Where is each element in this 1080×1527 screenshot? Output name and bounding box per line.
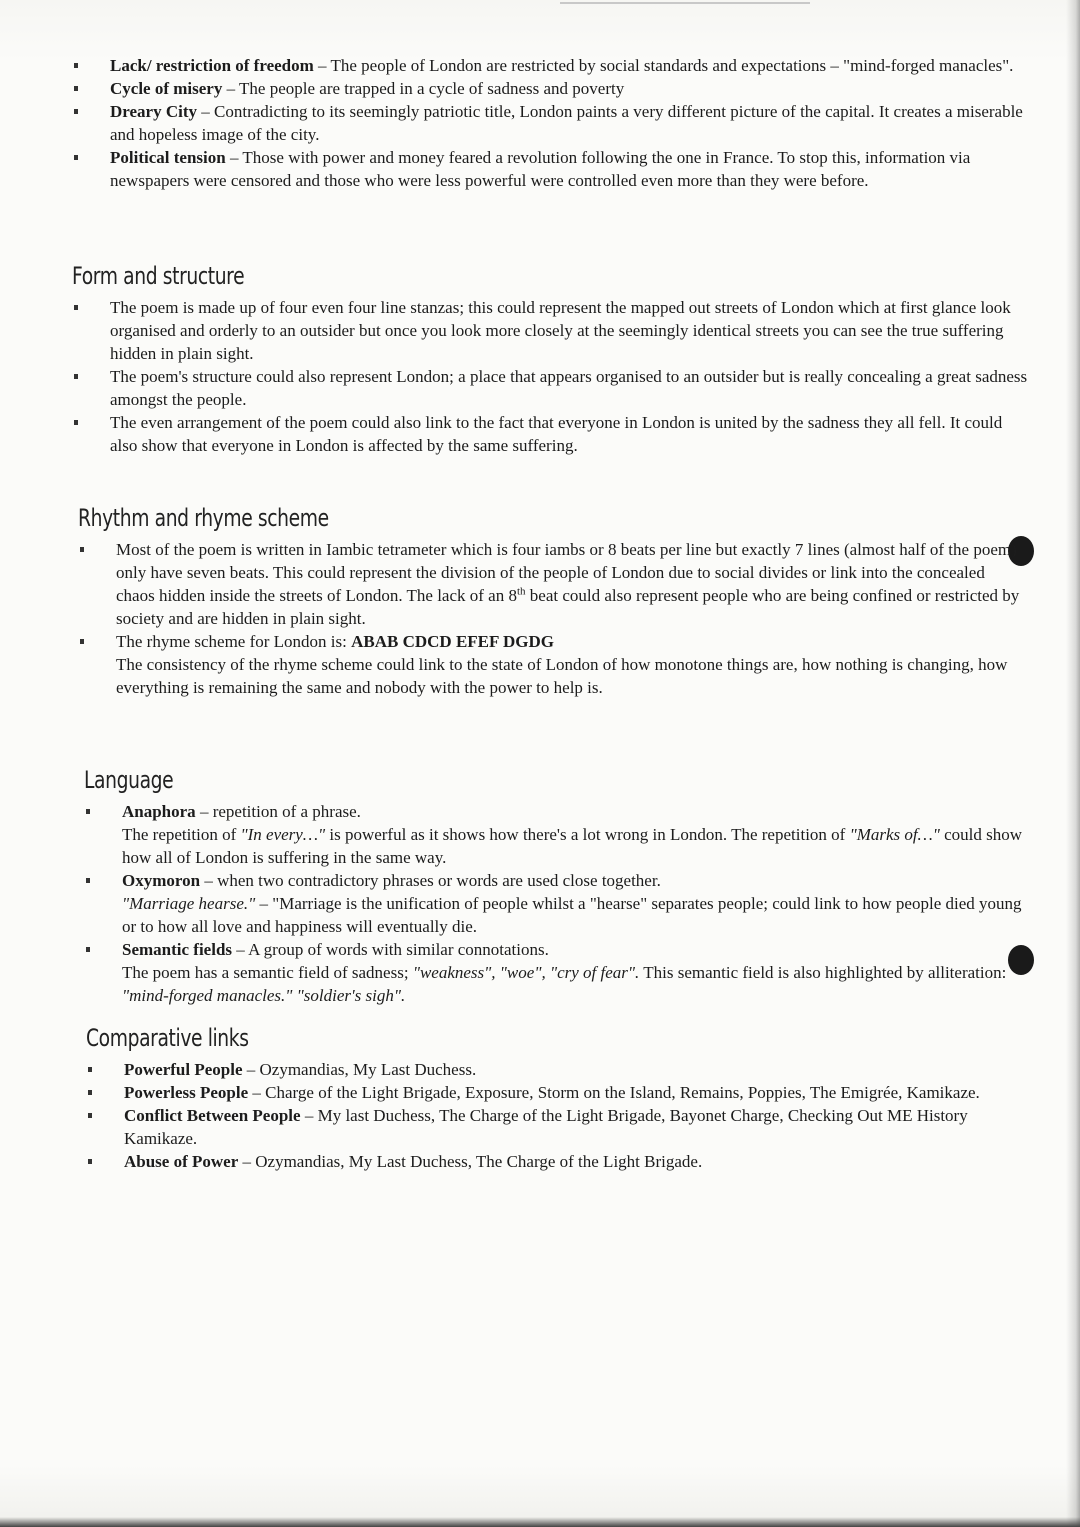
quote: "Marriage hearse."	[122, 894, 256, 913]
term: Abuse of Power	[124, 1152, 239, 1171]
language-item	[84, 869, 1024, 938]
text: could show how all of London is suffering in the same way.	[122, 825, 1023, 867]
text: This semantic field is also highlighted by alliteration:	[639, 963, 1007, 982]
text: – Charge of the Light Brigade, Exposure, Storm on the Island, Remains, Poppies, The Emigrée, Kamikaze.	[248, 1083, 980, 1102]
quote: "In every…"	[240, 825, 326, 844]
themes-section	[72, 54, 1032, 192]
rhythm-text: beat could also represent people who are being confined or restricted by society and are hidden in plain sight.	[116, 586, 1020, 628]
theme-text: – The people of London are restricted by social standards and expectations – "mind-forged manacles".	[313, 56, 1014, 75]
form-heading: Form and structure	[72, 262, 245, 290]
term: Conflict Between People	[124, 1106, 301, 1125]
comparative-section	[86, 1024, 1026, 1173]
comparative-list	[86, 1058, 1026, 1173]
rhythm-item	[78, 538, 1023, 630]
language-item	[84, 800, 1024, 869]
rhythm-text: The rhyme scheme for London is:	[116, 632, 352, 651]
page-top-mark	[560, 2, 810, 4]
form-item: The poem's structure could also represent London; a place that appears organised to an outsider but is really concealing a great sadness amongst the people.	[72, 365, 1032, 411]
theme-term: Political tension	[110, 148, 226, 167]
rhythm-section	[78, 504, 1023, 699]
theme-item	[72, 77, 1032, 100]
theme-text: – Contradicting to its seemingly patriotic title, London paints a very different picture of the capital. It creates a miserable and hopeless image of the city.	[110, 102, 1023, 144]
text: is powerful as it shows how there's a lot wrong in London. The repetition of	[325, 825, 850, 844]
term: Powerful People	[124, 1060, 243, 1079]
language-item	[84, 938, 1024, 1007]
form-section	[72, 262, 1032, 457]
page-right-shadow	[1066, 0, 1080, 1527]
text: – "Marriage is the unification of people whilst a "hearse" separates people; could link to how people died young or to how all love and happiness will eventually die.	[122, 894, 1022, 936]
text: The poem has a semantic field of sadness;	[122, 963, 413, 982]
term: Anaphora	[122, 802, 196, 821]
quote: "mind-forged manacles." "soldier's sigh".	[122, 986, 406, 1005]
term: Oxymoron	[122, 871, 201, 890]
text: – Ozymandias, My Last Duchess, The Charge of the Light Brigade.	[238, 1152, 703, 1171]
form-list	[72, 296, 1032, 457]
themes-list	[72, 54, 1032, 192]
theme-text: – Those with power and money feared a revolution following the one in France. To stop this, information via newspapers were censored and those who were less powerful were controlled even more than they were before.	[110, 148, 971, 190]
superscript: th	[516, 585, 526, 598]
theme-item	[72, 54, 1032, 77]
rhythm-list	[78, 538, 1023, 699]
theme-text: – The people are trapped in a cycle of sadness and poverty	[222, 79, 625, 98]
comparative-item	[86, 1150, 1026, 1173]
quote: "Marks of…"	[849, 825, 940, 844]
comparative-item	[86, 1104, 1026, 1150]
text: The repetition of	[122, 825, 241, 844]
term: Powerless People	[124, 1083, 249, 1102]
form-item: The poem is made up of four even four line stanzas; this could represent the mapped out streets of London which at first glance look organised and orderly to an outsider but once you look more closely at the seemingly identical streets you can see the true suffering hidden in plain sight.	[72, 296, 1032, 365]
comparative-item	[86, 1081, 1026, 1104]
rhythm-heading: Rhythm and rhyme scheme	[78, 504, 329, 532]
theme-item	[72, 146, 1032, 192]
language-heading: Language	[84, 766, 174, 794]
theme-term: Cycle of misery	[110, 79, 223, 98]
theme-item	[72, 100, 1032, 146]
comparative-item	[86, 1058, 1026, 1081]
quote: "weakness", "woe", "cry of fear".	[412, 963, 640, 982]
language-section	[84, 766, 1024, 1007]
form-item: The even arrangement of the poem could also link to the fact that everyone in London is united by the sadness they all fell. It could also show that everyone in London is affected by the same suffering.	[72, 411, 1032, 457]
language-list	[84, 800, 1024, 1007]
rhythm-text: Most of the poem is written in Iambic tetrameter which is four iambs or 8 beats per line but exactly 7 lines (almost half of the poem) only have seven beats. This could represent the division of the people of London due to social divides or link into the concealed chaos hidden inside the streets of London. The lack of an 8	[116, 540, 1017, 605]
definition: – when two contradictory phrases or words are used close together.	[200, 871, 661, 890]
theme-term: Lack/ restriction of freedom	[110, 56, 314, 75]
text: – My last Duchess, The Charge of the Light Brigade, Bayonet Charge, Checking Out ME History Kamikaze.	[124, 1106, 968, 1148]
rhyme-scheme: ABAB CDCD EFEF DGDG	[351, 632, 555, 651]
comparative-heading: Comparative links	[86, 1024, 249, 1052]
rhythm-text: The consistency of the rhyme scheme could link to the state of London of how monotone things are, how nothing is changing, how everything is remaining the same and nobody with the power to help is.	[116, 655, 1008, 697]
rhythm-item	[78, 630, 1023, 699]
page-bottom-shadow	[0, 1517, 1080, 1527]
text: – Ozymandias, My Last Duchess.	[242, 1060, 477, 1079]
definition: – A group of words with similar connotations.	[232, 940, 549, 959]
definition: – repetition of a phrase.	[195, 802, 361, 821]
term: Semantic fields	[122, 940, 233, 959]
theme-term: Dreary City	[110, 102, 198, 121]
